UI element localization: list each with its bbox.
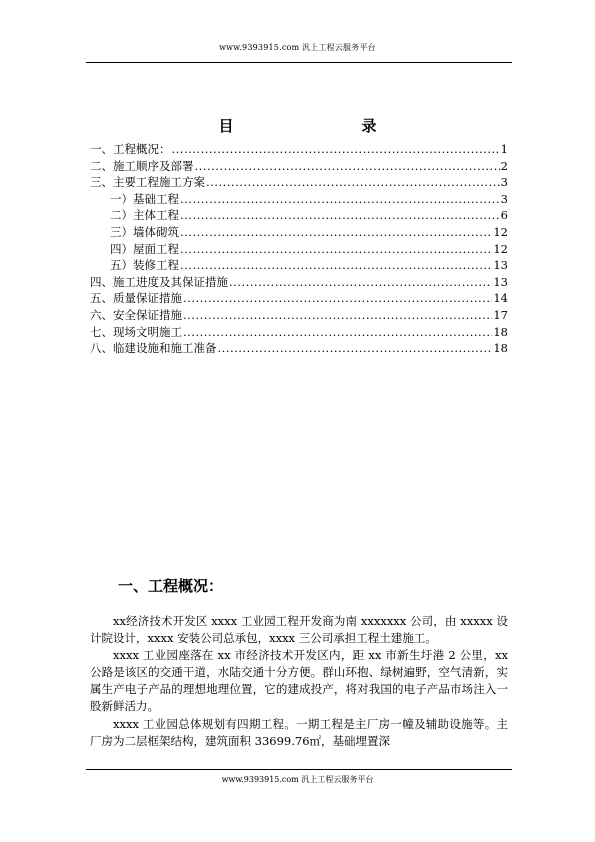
toc-leader xyxy=(206,175,500,189)
section-body xyxy=(90,613,508,750)
toc-entry[interactable] xyxy=(90,224,508,241)
toc-entry[interactable] xyxy=(90,307,508,324)
toc-leader xyxy=(180,208,500,222)
header-rule xyxy=(86,62,512,63)
toc-leader xyxy=(195,159,500,173)
toc-entry[interactable] xyxy=(90,257,508,274)
toc-entry-page: 13 xyxy=(493,274,508,289)
toc-entry-page: 13 xyxy=(493,258,508,273)
toc-entry-label: 六、安全保证措施 xyxy=(90,307,182,322)
toc-entry-label: 四）屋面工程 xyxy=(110,241,179,256)
toc-title-left: 目 xyxy=(218,117,234,135)
body-paragraph: xx经济技术开发区 xxxx 工业园工程开发商为南 xxxxxxx 公司，由 xxxxx 设计院设计，xxxx 安装公司总承包，xxxx 三公司承担工程土建施工。 xyxy=(90,614,508,646)
toc-leader xyxy=(218,341,493,355)
toc-leader xyxy=(183,325,492,339)
table-of-contents xyxy=(90,141,508,357)
section-heading: 一、工程概况： xyxy=(118,577,224,595)
toc-entry[interactable] xyxy=(90,191,508,208)
toc-leader xyxy=(180,192,500,206)
toc-title-right: 录 xyxy=(361,117,377,135)
toc-entry[interactable] xyxy=(90,324,508,341)
page-header: www.9393915.com 汎上工程云服务平台 xyxy=(219,43,376,52)
toc-entry[interactable] xyxy=(90,158,508,175)
toc-entry-label: 五）装修工程 xyxy=(110,258,179,273)
toc-entry-label: 七、现场文明施工 xyxy=(90,324,182,339)
toc-entry[interactable] xyxy=(90,340,508,357)
toc-entry-page: 14 xyxy=(493,291,508,306)
toc-entry[interactable] xyxy=(90,174,508,191)
toc-entry-page: 6 xyxy=(500,208,508,223)
toc-entry-label: 五、质量保证措施 xyxy=(90,291,182,306)
toc-entry[interactable] xyxy=(90,290,508,307)
toc-entry-label: 二）主体工程 xyxy=(110,208,179,223)
toc-entry-page: 12 xyxy=(493,224,508,239)
page-footer: www.9393915.com 汎上工程云服务平台 xyxy=(221,775,374,784)
toc-entry-page: 3 xyxy=(500,175,508,190)
toc-leader xyxy=(180,258,492,272)
toc-leader xyxy=(229,275,492,289)
body-paragraph: xxxx 工业园座落在 xx 市经济技术开发区内，距 xx 市新生圩港 2 公里，xx 公路是该区的交通干道，水陆交通十分方便。群山环抱、绿树遍野，空气清新，实属生产电子产品的理想地理位置，它的建成投产，将对我国的电子产品市场注入一股新鲜活力。 xyxy=(90,648,508,714)
toc-entry-page: 3 xyxy=(500,191,508,206)
toc-entry-label: 三）墙体砌筑 xyxy=(110,224,179,239)
toc-leader xyxy=(172,142,500,156)
toc-entry-page: 18 xyxy=(493,341,508,356)
toc-entry-label: 二、施工顺序及部署 xyxy=(90,158,194,173)
toc-leader xyxy=(183,308,492,322)
toc-entry-label: 一、工程概况： xyxy=(90,142,171,156)
toc-entry-page: 12 xyxy=(493,241,508,256)
toc-entry[interactable] xyxy=(90,207,508,224)
toc-leader xyxy=(183,291,492,305)
toc-entry-page: 17 xyxy=(493,307,508,322)
toc-entry[interactable] xyxy=(90,141,508,158)
toc-entry-page: 2 xyxy=(500,158,508,173)
body-paragraph: xxxx 工业园总体规划有四期工程。一期工程是主厂房一幢及辅助设施等。主厂房为二层框架结构，建筑面积 33699.76㎡，基础埋置深 xyxy=(90,716,508,748)
toc-leader xyxy=(180,225,492,239)
toc-title xyxy=(0,115,595,136)
toc-entry-label: 四、施工进度及其保证措施 xyxy=(90,274,228,289)
toc-entry-label: 一）基础工程 xyxy=(110,191,179,206)
toc-entry-label: 八、临建设施和施工准备 xyxy=(90,341,217,356)
footer-rule xyxy=(86,769,512,770)
toc-entry[interactable] xyxy=(90,274,508,291)
toc-leader xyxy=(180,242,492,256)
toc-entry-label: 三、主要工程施工方案 xyxy=(90,175,205,190)
toc-entry[interactable] xyxy=(90,241,508,258)
toc-entry-page: 1 xyxy=(500,142,508,156)
toc-entry-page: 18 xyxy=(493,324,508,339)
